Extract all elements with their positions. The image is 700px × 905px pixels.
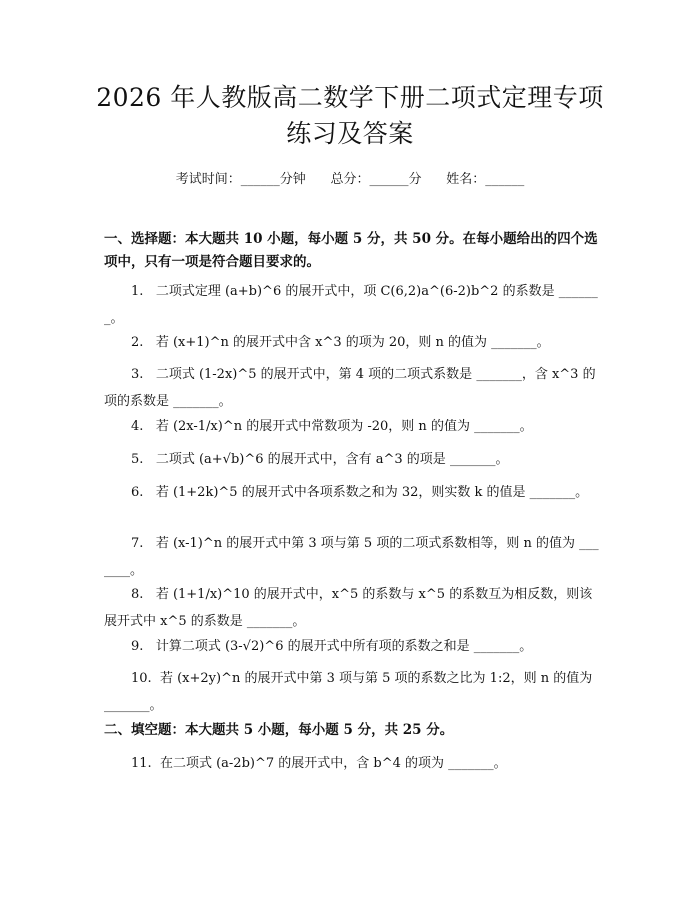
- question-text: 若 (x-1)^n 的展开式中第 3 项与第 5 项的二项式系数相等，则 n 的值为 _______。: [104, 536, 599, 578]
- question-number: 9.: [131, 639, 144, 654]
- section-heading-choice: 一、选择题：本大题共 10 小题，每小题 5 分，共 50 分。在每小题给出的四个选项中，只有一项是符合题目要求的。: [104, 231, 598, 270]
- exam-meta: 考试时间：______分钟 总分：______分 姓名：______: [175, 172, 525, 187]
- question-number: 4.: [131, 419, 144, 434]
- question-number: 2.: [131, 335, 144, 350]
- question-number: 8.: [131, 587, 144, 602]
- question-7: [104, 530, 600, 584]
- question-text: 若 (2x-1/x)^n 的展开式中常数项为 -20，则 n 的值为 _______。: [155, 419, 533, 434]
- question-6: [104, 479, 600, 506]
- question-text: 二项式 (1-2x)^5 的展开式中，第 4 项的二项式系数是 _______，含 x^3 的项的系数是 _______。: [104, 367, 596, 409]
- question-text: 若 (1+2k)^5 的展开式中各项系数之和为 32，则实数 k 的值是 _______。: [155, 485, 589, 500]
- question-2: [104, 329, 600, 356]
- question-text: 若 (1+1/x)^10 的展开式中，x^5 的系数与 x^5 的系数互为相反数，则该展开式中 x^5 的系数是 _______。: [104, 587, 593, 629]
- question-text: 计算二项式 (3-√2)^6 的展开式中所有项的系数之和是 _______。: [155, 639, 533, 654]
- question-3: [104, 361, 600, 415]
- question-10: [104, 665, 600, 719]
- title-line-2: 练习及答案: [286, 119, 414, 148]
- question-8: [104, 581, 600, 635]
- question-number: 5.: [131, 452, 144, 467]
- question-number: 6.: [131, 485, 144, 500]
- question-text: 二项式 (a+√b)^6 的展开式中，含有 a^3 的项是 _______。: [155, 452, 509, 467]
- question-11: [104, 750, 600, 777]
- question-number: 11.: [131, 756, 152, 771]
- question-number: 1.: [131, 284, 144, 299]
- question-1: [104, 278, 600, 332]
- question-9: [104, 633, 600, 660]
- section-heading-fill: 二、填空题：本大题共 5 小题，每小题 5 分，共 25 分。: [104, 722, 454, 738]
- question-4: [104, 413, 600, 440]
- question-text: 若 (x+1)^n 的展开式中含 x^3 的项为 20，则 n 的值为 _______。: [155, 335, 550, 350]
- question-text: 若 (x+2y)^n 的展开式中第 3 项与第 5 项的系数之比为 1:2，则 n 的值为 _______。: [104, 671, 593, 713]
- question-text: 在二项式 (a-2b)^7 的展开式中，含 b^4 的项为 _______。: [159, 756, 507, 771]
- question-number: 3.: [131, 367, 144, 382]
- question-number: 10.: [131, 671, 152, 686]
- question-5: [104, 446, 600, 473]
- question-number: 7.: [131, 536, 144, 551]
- document-title: [60, 80, 640, 152]
- title-line-1: 2026 年人教版高二数学下册二项式定理专项: [96, 83, 604, 112]
- question-text: 二项式定理 (a+b)^6 的展开式中，项 C(6,2)a^(6-2)b^2 的系数是 _______。: [104, 284, 598, 326]
